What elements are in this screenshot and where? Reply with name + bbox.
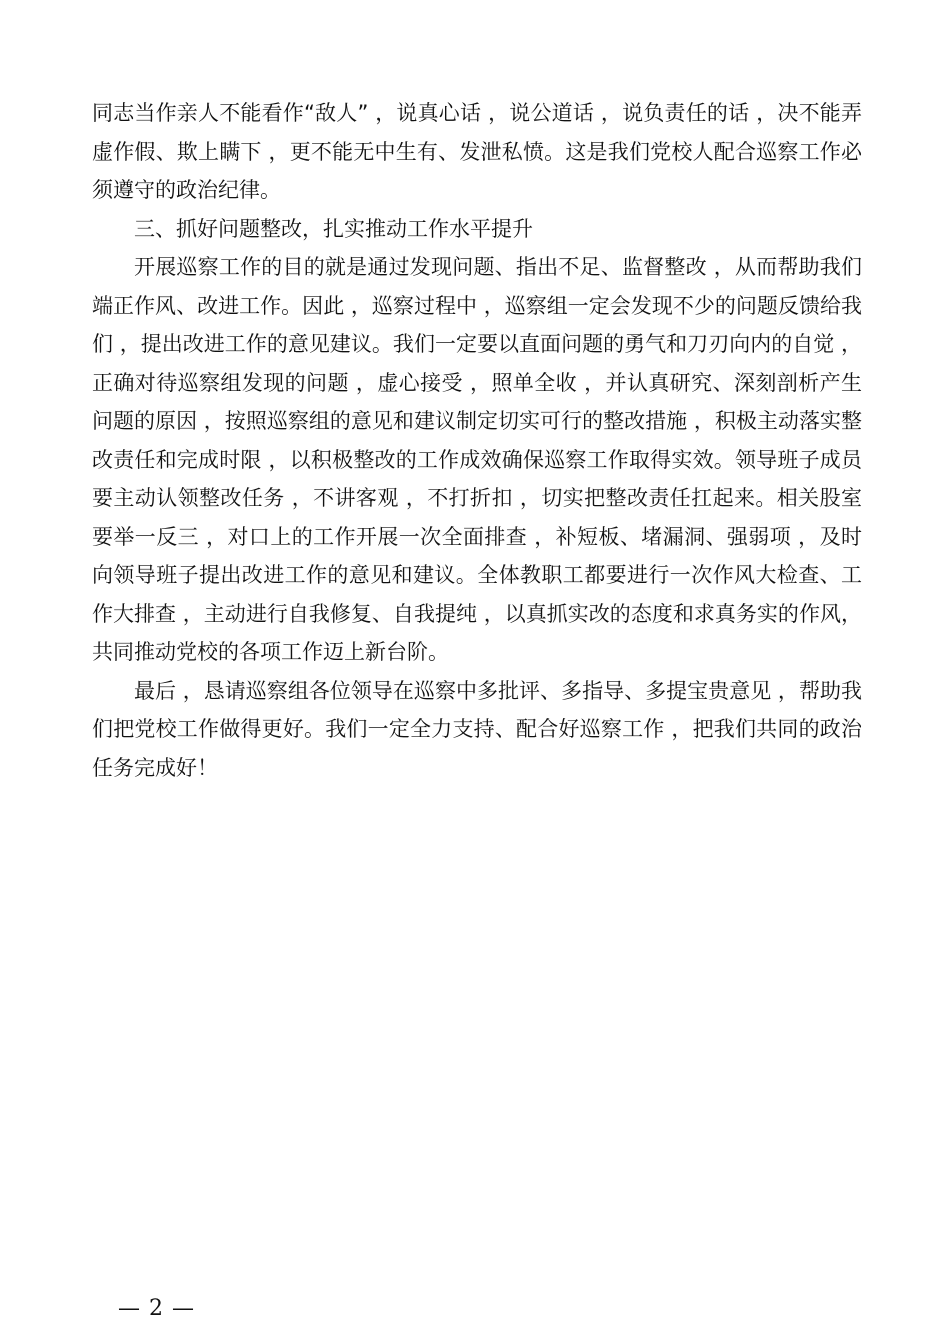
document-body bbox=[92, 94, 862, 787]
paragraph-closing: 最后 ，恳请巡察组各位领导在巡察中多批评、多指导、多提宝贵意见 ，帮助我们把党校工作做得更好。我们一定全力支持、配合好巡察工作 ，把我们共同的政治任务完成好！ bbox=[92, 678, 862, 780]
section-heading-3: 三、抓好问题整改，扎实推动工作水平提升 bbox=[134, 216, 533, 241]
paragraph-continuation: 同志当作亲人不能看作“敌人” ，说真心话 ，说公道话 ，说负责任的话 ，决不能弄虚作假、欺上瞒下 ，更不能无中生有、发泄私愤。这是我们党校人配合巡察工作必须遵守的政治纪律。 bbox=[92, 101, 862, 202]
page-number: — 2 — bbox=[118, 1296, 195, 1321]
paragraph-rectification: 开展巡察工作的目的就是通过发现问题、指出不足、监督整改 ，从而帮助我们端正作风、改进工作。因此 ，巡察过程中 ，巡察组一定会发现不少的问题反馈给我们 ，提出改进工作的意见建议。我们一定要以直面问题的勇气和刀刃向内的自觉 ，正确对待巡察组发现的问题 ，虚心接受 ，照单全收 ，并认真研究、深刻剖析产生问题的原因 ，按照巡察组的意见和建议制定切实可行的整改措施 ，积极主动落实整改责任和完成时限 ，以积极整改的工作成效确保巡察工作取得实效。领导班子成员要主动认领整改任务 ，不讲客观 ，不打折扣 ，切实把整改责任扛起来。相关股室要举一反三 ，对口上的工作开展一次全面排查 ，补短板、堵漏洞、强弱项 ，及时向领导班子提出改进工作的意见和建议。全体教职工都要进行一次作风大检查、工作大排查 ，主动进行自我修复、自我提纯 ，以真抓实改的态度和求真务实的作风，共同推动党校的各项工作迈上新台阶。 bbox=[92, 255, 862, 664]
